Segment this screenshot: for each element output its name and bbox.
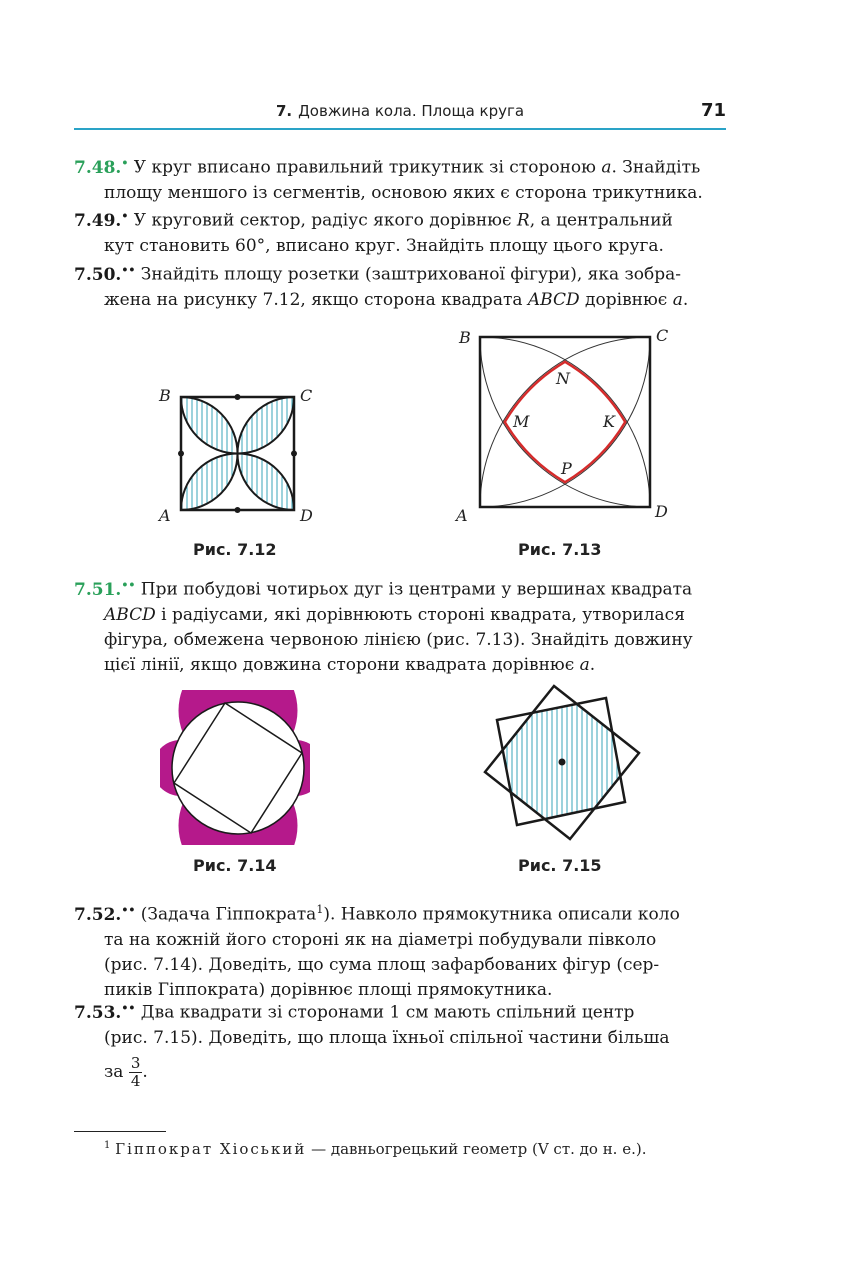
rosette-petals: [181, 397, 294, 510]
footnote: $^1$ Гіппократ Хіоський — давньогрецький геометр (V ст. до н. е.).: [104, 1140, 647, 1158]
label-m: M: [513, 412, 530, 431]
problem-number: 7.49.•: [74, 209, 129, 231]
label-d: D: [300, 506, 313, 525]
label-p: P: [561, 459, 572, 478]
label-a: A: [456, 506, 468, 525]
chapter-title: [74, 102, 726, 120]
problem-number: 7.52.••: [74, 903, 136, 925]
label-n: N: [556, 369, 570, 388]
problem-7-52: 7.52.•• (Задача Гіппократа$^1$). Навколо прямокутника описали коло та на кожній його стороні як на діаметрі побудували півколо (рис. 7.14). Доведіть, що сума площ зафарбованих фігур (сер- пиків Гіппократа) дорівнює площі прямокутника.: [74, 903, 680, 1000]
caption-fig-7-13: Рис. 7.13: [518, 540, 602, 559]
problem-7-49: 7.49.• У круговий сектор, радіус якого дорівнює R, а центральний кут становить 60°, вписано круг. Знайдіть площу цього круга.: [74, 203, 726, 259]
chapter-title-text: Довжина кола. Площа круга: [298, 102, 525, 120]
problem-number: 7.48.•: [74, 156, 129, 178]
problem-7-53: 7.53.•• Два квадрати зі сторонами 1 см мають спільний центр (рис. 7.15). Доведіть, що площа їхньої спільної частини більша за $\frac{3}{4}$ .: [74, 1001, 670, 1090]
label-a: A: [159, 506, 171, 525]
problem-text: кут становить 60°, вписано круг. Знайдіть площу цього круга.: [104, 235, 664, 256]
problem-number: 7.50.••: [74, 263, 136, 285]
figure-7-15: [480, 680, 645, 845]
figure-7-13: [450, 320, 680, 530]
caption-fig-7-15: Рис. 7.15: [518, 856, 602, 875]
problem-number: 7.53.••: [74, 1001, 136, 1023]
construction-arcs: [450, 320, 680, 530]
problem-7-48: 7.48.• У круг вписано правильний трикутник зі стороною a. Знайдіть площу меншого із сегментів, основою яких є сторона трикутника.: [74, 150, 726, 206]
fraction-three-quarters: $\frac{3}{4}$: [130, 1053, 141, 1090]
problem-number: 7.51.••: [74, 578, 136, 600]
caption-fig-7-14: Рис. 7.14: [193, 856, 277, 875]
label-c: C: [656, 326, 669, 345]
problem-7-50: 7.50.•• Знайдіть площу розетки (заштрихованої фігури), яка зобра- жена на рисунку 7.12, якщо сторона квадрата ABCD дорівнює a.: [74, 263, 689, 310]
label-b: B: [459, 328, 471, 347]
figure-7-14: [160, 690, 310, 845]
chapter-number: 7.: [275, 102, 293, 120]
figure-7-12: [150, 380, 330, 525]
footnote-rule: [74, 1131, 166, 1132]
label-b: B: [159, 386, 171, 405]
common-center-dot: [559, 759, 566, 766]
label-k: K: [603, 412, 615, 431]
caption-fig-7-12: Рис. 7.12: [193, 540, 277, 559]
label-c: C: [300, 386, 313, 405]
label-d: D: [655, 502, 668, 521]
running-header: [74, 98, 726, 130]
problem-text: площу меншого із сегментів, основою яких є сторона трикутника.: [104, 182, 703, 203]
page-number: 71: [700, 100, 726, 121]
problem-7-51: 7.51.•• При побудові чотирьох дуг із центрами у вершинах квадрата ABCD і радіусами, які дорівнюють стороні квадрата, утворилася фігура, обмежена червоною лінією (рис. 7.13). Знайдіть довжину цієї лінії, якщо довжина сторони квадрата дорівнює a.: [74, 578, 693, 675]
